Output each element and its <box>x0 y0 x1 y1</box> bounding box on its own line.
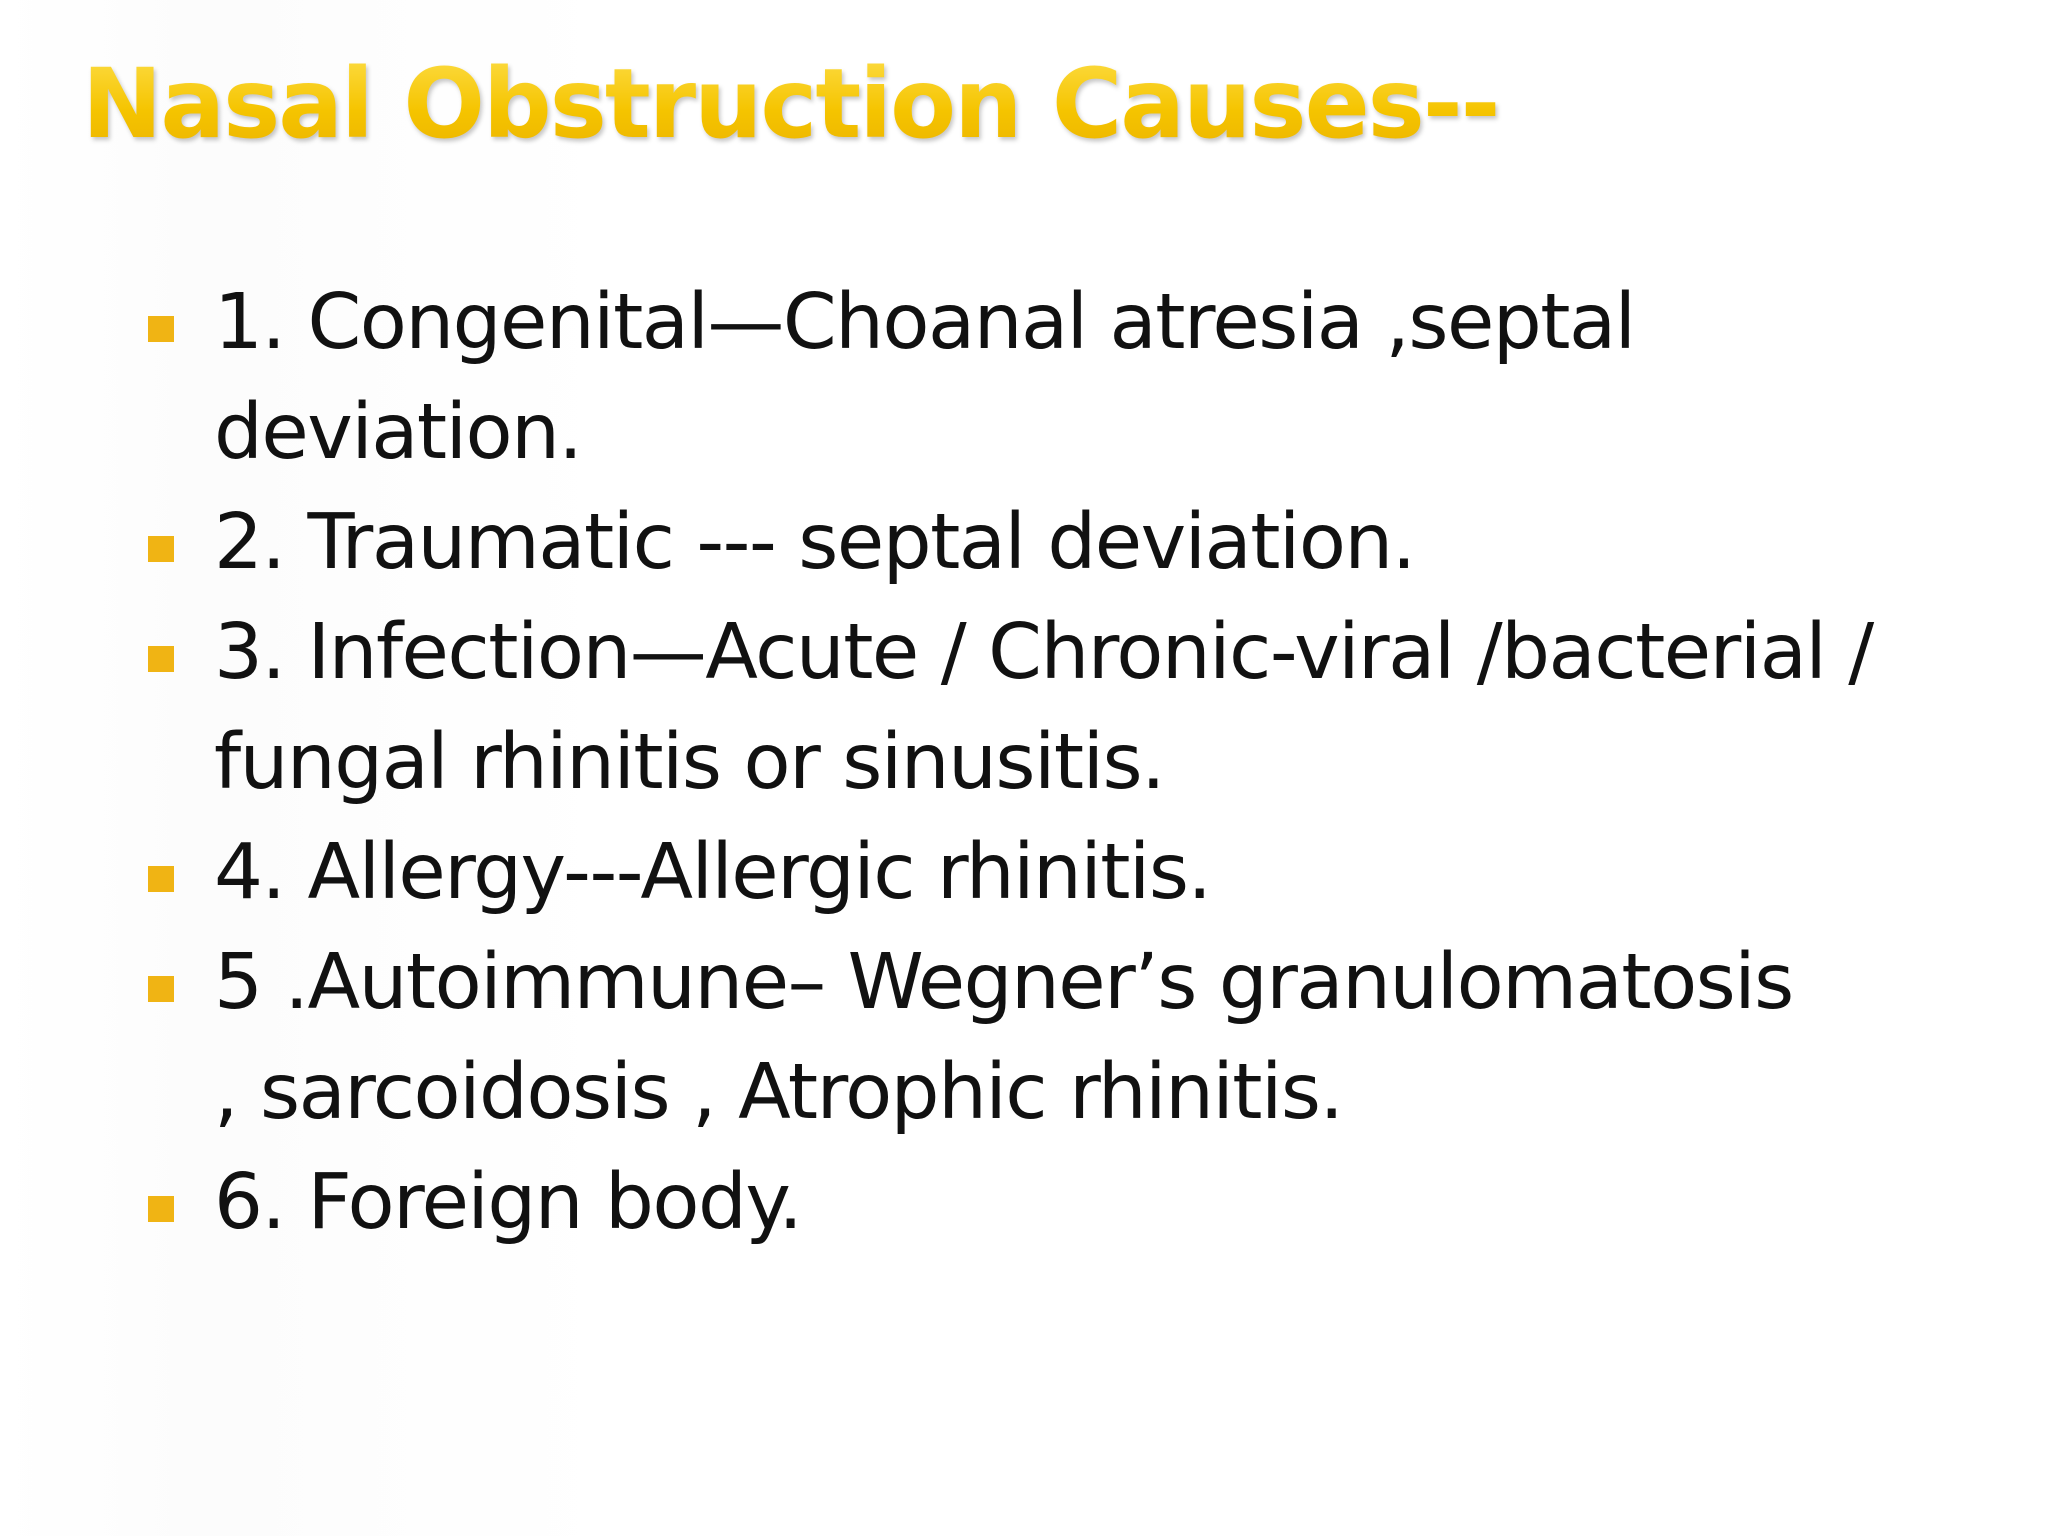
square-bullet-icon <box>148 866 174 892</box>
bullet-item-traumatic <box>148 488 2008 598</box>
bullet-text-line: , sarcoidosis , Atrophic rhinitis. <box>214 1048 1343 1137</box>
bullet-item-foreign-body <box>148 1148 2008 1258</box>
bullet-item-allergy <box>148 818 2008 928</box>
square-bullet-icon <box>148 316 174 342</box>
slide-title: Nasal Obstruction Causes-- <box>82 34 1499 174</box>
square-bullet-icon <box>148 646 174 672</box>
bullet-text-line: 1. Congenital—Choanal atresia ,septal <box>214 278 1635 367</box>
bullet-text-line: 6. Foreign body. <box>214 1158 802 1247</box>
bullet-list <box>148 268 2008 1258</box>
bullet-text-line: 5 .Autoimmune– Wegner’s granulomatosis <box>214 938 1793 1027</box>
bullet-text-line: 4. Allergy---Allergic rhinitis. <box>214 828 1211 917</box>
square-bullet-icon <box>148 1196 174 1222</box>
bullet-item-congenital <box>148 268 2008 488</box>
square-bullet-icon <box>148 536 174 562</box>
bullet-text-line: deviation. <box>214 388 582 477</box>
bullet-item-infection <box>148 598 2008 818</box>
bullet-text-line: fungal rhinitis or sinusitis. <box>214 718 1165 807</box>
bullet-text-line: 3. Infection—Acute / Chronic-viral /bacterial / <box>214 608 1873 697</box>
bullet-item-autoimmune <box>148 928 2008 1148</box>
square-bullet-icon <box>148 976 174 1002</box>
bullet-text-line: 2. Traumatic --- septal deviation. <box>214 498 1415 587</box>
